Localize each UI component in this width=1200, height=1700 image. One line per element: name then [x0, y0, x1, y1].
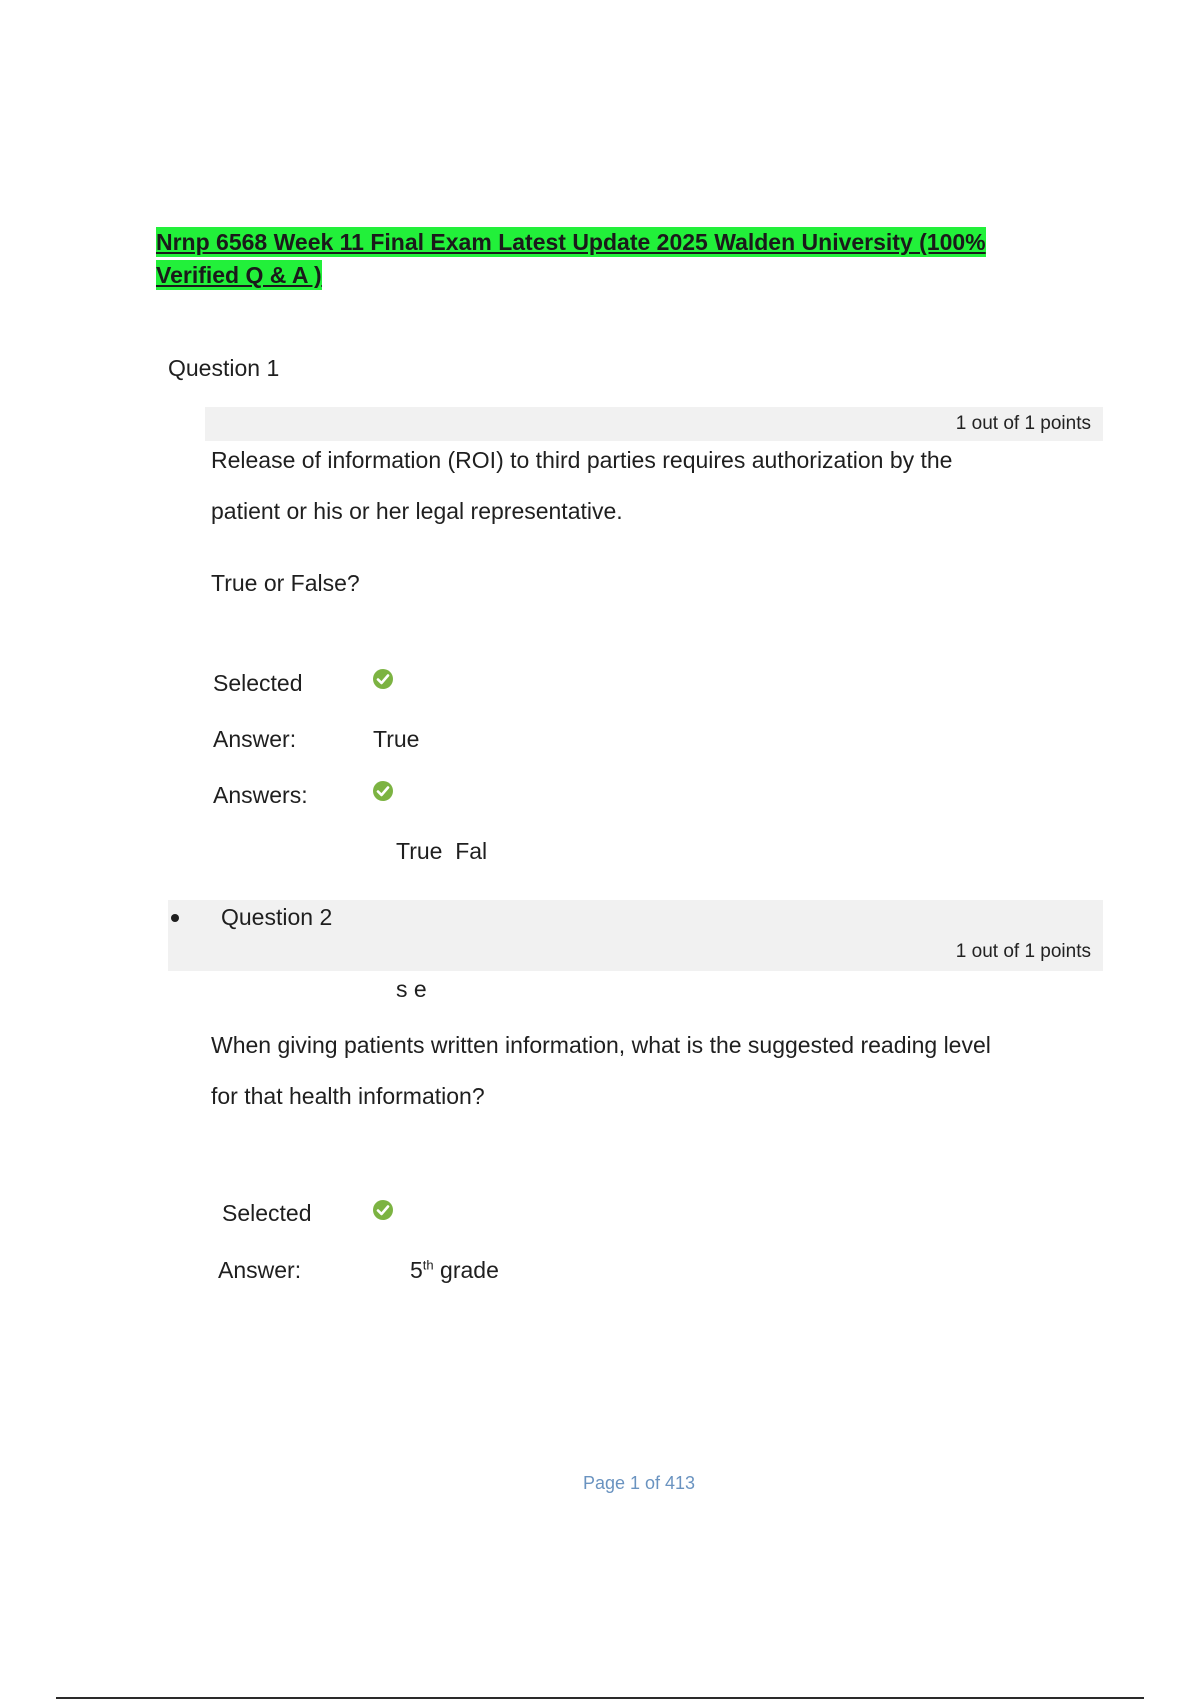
- q1-answer-options-wrap: s e: [396, 976, 427, 1002]
- question-2-heading: Question 2: [221, 904, 333, 930]
- document-title: [156, 226, 1056, 292]
- question-2-text-line-2: for that health information?: [211, 1083, 485, 1109]
- title-line-2: Verified Q & A ): [156, 262, 322, 288]
- check-circle-icon: [372, 780, 394, 802]
- q2-answer-base: 5: [410, 1257, 423, 1283]
- q2-answer-sup: th: [422, 1257, 434, 1273]
- bottom-rule: [56, 1697, 1144, 1699]
- q1-answer-options: True Fal: [396, 838, 488, 864]
- question-1-heading: Question 1: [168, 355, 280, 381]
- q1-answers-label: Answers:: [213, 782, 308, 808]
- q2-answer-rest: grade: [433, 1257, 499, 1283]
- question-1-points: 1 out of 1 points: [955, 413, 1091, 434]
- q1-selected-label: Selected: [213, 670, 303, 696]
- title-line-1: Nrnp 6568 Week 11 Final Exam Latest Update 2025 Walden University (100%: [156, 229, 986, 255]
- question-2-points: 1 out of 1 points: [955, 941, 1091, 962]
- q1-selected-answer: True: [373, 726, 420, 752]
- question-2-text-line-1: When giving patients written information, what is the suggested reading level: [211, 1032, 991, 1058]
- check-circle-icon: [372, 1199, 394, 1221]
- question-1-text: [211, 435, 1111, 537]
- question-2-text: [211, 1020, 1111, 1122]
- q2-selected-label: Selected: [222, 1200, 312, 1226]
- question-1-prompt: True or False?: [211, 570, 360, 596]
- q2-answer-label: Answer:: [218, 1257, 302, 1283]
- check-circle-icon: [372, 668, 394, 690]
- q1-answer-label: Answer:: [213, 726, 297, 752]
- question-1-text-line-2: patient or his or her legal representative.: [211, 498, 623, 524]
- q2-selected-answer: [410, 1257, 499, 1284]
- bullet-icon: [171, 914, 179, 922]
- page-number: Page 1 of 413: [582, 1473, 696, 1493]
- question-1-text-line-1: Release of information (ROI) to third parties requires authorization by the: [211, 447, 953, 473]
